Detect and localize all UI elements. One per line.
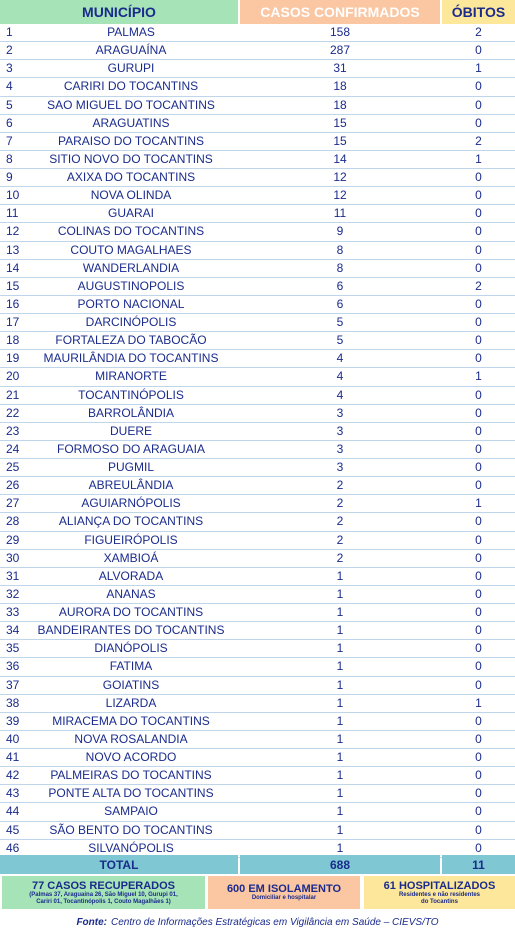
row-municipio: ABREULÂNDIA [88, 478, 174, 493]
row-municipio: BANDEIRANTES DO TOCANTINS [37, 623, 225, 638]
hospitalizados-title: 61 HOSPITALIZADOS [383, 879, 496, 892]
table-row [0, 97, 515, 115]
source-note [0, 911, 515, 933]
row-number: 43 [6, 786, 20, 801]
row-obitos: 0 [475, 224, 482, 239]
row-obitos: 0 [475, 586, 482, 601]
recuperados-box [2, 876, 205, 909]
row-municipio: NOVO ACORDO [85, 750, 177, 764]
row-obitos: 0 [475, 822, 482, 837]
row-number: 17 [6, 315, 20, 329]
row-number: 41 [6, 750, 20, 764]
row-obitos: 0 [475, 568, 482, 583]
row-obitos: 0 [475, 750, 482, 764]
table-row [0, 368, 515, 386]
table-row [0, 622, 515, 640]
table-row [0, 477, 515, 495]
row-casos: 4 [336, 387, 344, 402]
row-municipio: XAMBIOÁ [103, 550, 159, 565]
row-number: 3 [6, 61, 13, 76]
row-obitos: 0 [475, 441, 482, 456]
row-municipio: DUERE [109, 423, 152, 438]
row-number: 42 [6, 768, 20, 783]
table-body [0, 24, 515, 858]
row-casos: 12 [333, 170, 347, 184]
row-municipio: PARAISO DO TOCANTINS [57, 133, 205, 148]
row-municipio: FORMOSO DO ARAGUAIA [56, 441, 206, 456]
table-row [0, 350, 515, 368]
row-municipio: PALMAS [107, 25, 155, 39]
row-casos: 1 [336, 586, 344, 601]
row-obitos: 2 [475, 25, 482, 39]
row-number: 24 [6, 441, 20, 456]
table-row [0, 586, 515, 604]
row-casos: 5 [336, 315, 344, 329]
row-casos: 1 [336, 677, 344, 692]
row-casos: 3 [336, 423, 344, 438]
row-casos: 3 [336, 405, 344, 420]
row-number: 36 [6, 659, 20, 674]
row-municipio: GUARAI [107, 206, 154, 221]
row-municipio: DARCINÓPOLIS [85, 315, 177, 329]
row-municipio: ALIANÇA DO TOCANTINS [58, 514, 204, 529]
row-municipio: AUGUSTINOPOLIS [77, 278, 185, 293]
row-number: 6 [6, 115, 13, 130]
row-obitos: 0 [475, 387, 482, 402]
row-casos: 9 [336, 224, 344, 239]
row-obitos: 0 [475, 423, 482, 438]
table-row [0, 42, 515, 60]
row-obitos: 1 [475, 369, 482, 384]
hospitalizados-box [364, 876, 515, 909]
table-row [0, 749, 515, 767]
row-obitos: 0 [475, 242, 482, 257]
row-casos: 1 [336, 713, 344, 728]
row-obitos: 0 [475, 460, 482, 474]
row-municipio: AGUIARNÓPOLIS [81, 496, 181, 511]
row-casos: 18 [333, 97, 347, 112]
row-casos: 1 [336, 695, 344, 710]
table-row [0, 785, 515, 803]
row-number: 1 [6, 25, 13, 39]
row-obitos: 0 [475, 532, 482, 547]
row-casos: 11 [333, 206, 347, 221]
row-obitos: 0 [475, 514, 482, 529]
row-number: 39 [6, 713, 20, 728]
table-row [0, 731, 515, 749]
row-obitos: 0 [475, 713, 482, 728]
row-number: 22 [6, 405, 20, 420]
table-row [0, 133, 515, 151]
row-obitos: 0 [475, 731, 482, 746]
table-row [0, 205, 515, 223]
row-number: 21 [6, 387, 20, 402]
row-municipio: FORTALEZA DO TABOCÃO [55, 333, 207, 348]
row-number: 18 [6, 333, 20, 348]
row-municipio: FATIMA [109, 659, 153, 674]
table-row [0, 387, 515, 405]
row-municipio: COUTO MAGALHAES [70, 242, 192, 257]
table-row [0, 822, 515, 840]
source-label: Fonte: [76, 916, 107, 928]
summary-boxes [0, 876, 515, 911]
table-row [0, 278, 515, 296]
table-row [0, 550, 515, 568]
table-row [0, 260, 515, 278]
row-number: 16 [6, 296, 20, 311]
row-casos: 18 [333, 79, 347, 94]
row-casos: 158 [329, 25, 351, 39]
row-casos: 4 [336, 369, 344, 384]
row-obitos: 0 [475, 97, 482, 112]
row-municipio: CARIRI DO TOCANTINS [63, 79, 199, 94]
total-obitos: 11 [442, 855, 515, 874]
table-row [0, 532, 515, 550]
header-obitos: ÓBITOS [442, 0, 515, 24]
isolamento-title: 600 EM ISOLAMENTO [226, 883, 342, 895]
row-obitos: 0 [475, 170, 482, 184]
table-row [0, 151, 515, 169]
row-obitos: 0 [475, 550, 482, 565]
table-row [0, 495, 515, 513]
row-municipio: MIRACEMA DO TOCANTINS [52, 713, 210, 728]
row-number: 11 [6, 206, 19, 221]
row-casos: 3 [336, 441, 344, 456]
row-municipio: MAURILÂNDIA DO TOCANTINS [43, 351, 219, 366]
table-row [0, 513, 515, 531]
total-row [0, 855, 515, 874]
row-number: 34 [6, 623, 20, 638]
header-municipio: MUNICÍPIO [0, 0, 238, 24]
row-casos: 1 [336, 750, 344, 764]
recuperados-detail-2: Cariri 01, Tocantinópolis 1, Couto Magalhães 1) [36, 898, 171, 905]
row-casos: 1 [336, 822, 344, 837]
row-municipio: ALVORADA [98, 568, 164, 583]
row-obitos: 0 [475, 659, 482, 674]
row-obitos: 0 [475, 43, 482, 58]
row-municipio: SILVANÓPOLIS [88, 840, 174, 855]
row-casos: 6 [336, 278, 344, 293]
row-casos: 8 [336, 260, 344, 275]
row-obitos: 0 [475, 804, 482, 819]
table-row [0, 296, 515, 314]
table-row [0, 803, 515, 821]
table-row [0, 604, 515, 622]
row-number: 32 [6, 586, 20, 601]
row-number: 15 [6, 278, 20, 293]
row-obitos: 0 [475, 260, 482, 275]
row-casos: 8 [336, 242, 344, 257]
table-row [0, 423, 515, 441]
table-row [0, 695, 515, 713]
row-casos: 12 [333, 188, 347, 203]
row-casos: 4 [336, 351, 344, 366]
table-row [0, 242, 515, 260]
row-obitos: 0 [475, 405, 482, 420]
recuperados-title: 77 CASOS RECUPERADOS [31, 879, 176, 892]
table-row [0, 713, 515, 731]
row-number: 8 [6, 151, 13, 166]
row-casos: 3 [336, 460, 344, 474]
row-casos: 5 [336, 333, 344, 348]
row-casos: 15 [333, 115, 347, 130]
row-number: 13 [6, 242, 20, 257]
row-casos: 1 [336, 659, 344, 674]
table-row [0, 405, 515, 423]
source-text: Centro de Informações Estratégicas em Vigilância em Saúde – CIEVS/TO [110, 916, 439, 928]
row-casos: 1 [336, 568, 344, 583]
row-number: 30 [6, 550, 20, 565]
table-row [0, 767, 515, 785]
row-municipio: AXIXA DO TOCANTINS [66, 170, 196, 184]
row-casos: 1 [336, 804, 344, 819]
row-number: 4 [6, 79, 13, 94]
table-row [0, 658, 515, 676]
row-casos: 1 [336, 840, 344, 855]
row-number: 23 [6, 423, 20, 438]
row-municipio: FIGUEIRÓPOLIS [84, 532, 178, 547]
row-municipio: COLINAS DO TOCANTINS [57, 224, 205, 239]
row-municipio: SÃO BENTO DO TOCANTINS [49, 822, 213, 837]
row-number: 27 [6, 496, 20, 511]
row-number: 29 [6, 532, 20, 547]
row-obitos: 0 [475, 296, 482, 311]
row-municipio: PONTE ALTA DO TOCANTINS [48, 786, 214, 801]
table-row [0, 441, 515, 459]
isolamento-detail: Domiciliar e hospitalar [251, 895, 317, 901]
hospitalizados-detail-1: Residentes e não residentes [398, 891, 481, 898]
row-municipio: NOVA OLINDA [90, 188, 172, 203]
table-row [0, 332, 515, 350]
row-casos: 6 [336, 296, 344, 311]
table-row [0, 223, 515, 241]
header-casos-confirmados: CASOS CONFIRMADOS [240, 0, 440, 24]
row-obitos: 2 [475, 133, 482, 148]
row-obitos: 0 [475, 786, 482, 801]
row-obitos: 0 [475, 605, 482, 619]
table-row [0, 187, 515, 205]
row-obitos: 0 [475, 351, 482, 366]
row-municipio: SAO MIGUEL DO TOCANTINS [47, 97, 215, 112]
table-row [0, 78, 515, 96]
isolamento-box [208, 876, 360, 909]
row-casos: 31 [333, 61, 347, 76]
row-number: 5 [6, 97, 13, 112]
row-casos: 1 [336, 605, 344, 619]
row-municipio: PALMEIRAS DO TOCANTINS [50, 768, 212, 783]
row-number: 40 [6, 731, 20, 746]
row-number: 31 [6, 568, 20, 583]
row-number: 12 [6, 224, 20, 239]
row-casos: 15 [333, 133, 347, 148]
row-casos: 1 [336, 623, 344, 638]
row-casos: 1 [336, 641, 344, 656]
row-casos: 1 [336, 786, 344, 801]
table-row [0, 169, 515, 187]
row-number: 19 [6, 351, 20, 366]
row-obitos: 0 [475, 79, 482, 94]
table-row [0, 677, 515, 695]
row-municipio: TOCANTINÓPOLIS [78, 387, 184, 402]
row-casos: 2 [336, 550, 344, 565]
row-obitos: 1 [475, 496, 482, 511]
row-municipio: SAMPAIO [104, 804, 158, 819]
row-casos: 2 [336, 478, 344, 493]
row-number: 28 [6, 514, 20, 529]
row-number: 37 [6, 677, 20, 692]
row-municipio: ARAGUATINS [92, 115, 170, 130]
row-obitos: 0 [475, 115, 482, 130]
row-obitos: 0 [475, 206, 482, 221]
row-obitos: 2 [475, 278, 482, 293]
row-number: 7 [6, 133, 13, 148]
row-obitos: 0 [475, 315, 482, 329]
row-number: 33 [6, 605, 20, 619]
row-casos: 2 [336, 514, 344, 529]
row-number: 38 [6, 695, 20, 710]
row-casos: 14 [333, 151, 347, 166]
row-obitos: 0 [475, 840, 482, 855]
row-number: 46 [6, 840, 20, 855]
table-row [0, 459, 515, 477]
row-number: 10 [6, 188, 20, 203]
row-municipio: ARAGUAÍNA [95, 43, 167, 58]
row-municipio: PORTO NACIONAL [77, 296, 185, 311]
row-municipio: NOVA ROSALANDIA [74, 731, 188, 746]
row-obitos: 0 [475, 677, 482, 692]
total-casos: 688 [240, 855, 440, 874]
row-obitos: 0 [475, 478, 482, 493]
row-number: 14 [6, 260, 20, 275]
table-row [0, 640, 515, 658]
row-casos: 2 [336, 496, 344, 511]
row-number: 35 [6, 641, 20, 656]
row-municipio: SITIO NOVO DO TOCANTINS [49, 151, 213, 166]
row-obitos: 0 [475, 641, 482, 656]
row-number: 2 [6, 43, 13, 58]
row-municipio: GURUPI [107, 61, 155, 76]
row-municipio: GOIATINS [102, 677, 160, 692]
row-obitos: 1 [475, 695, 482, 710]
row-municipio: PUGMIL [107, 460, 154, 474]
row-casos: 287 [329, 43, 351, 58]
table-row [0, 60, 515, 78]
row-obitos: 0 [475, 623, 482, 638]
row-obitos: 1 [475, 151, 482, 166]
table-row [0, 24, 515, 42]
table-header [0, 0, 515, 24]
row-number: 20 [6, 369, 20, 384]
row-casos: 2 [336, 532, 344, 547]
row-municipio: LIZARDA [105, 695, 157, 710]
row-municipio: BARROLÂNDIA [87, 405, 175, 420]
row-number: 45 [6, 822, 20, 837]
row-obitos: 0 [475, 333, 482, 348]
row-municipio: MIRANORTE [95, 369, 167, 384]
row-number: 9 [6, 170, 13, 184]
row-municipio: AURORA DO TOCANTINS [58, 605, 204, 619]
row-obitos: 0 [475, 768, 482, 783]
row-number: 25 [6, 460, 20, 474]
recuperados-detail-1: (Palmas 37, Araguaína 26, São Miguel 10, Gurupi 01, [29, 891, 178, 898]
table-row [0, 314, 515, 332]
row-obitos: 1 [475, 61, 482, 76]
row-obitos: 0 [475, 188, 482, 203]
row-number: 26 [6, 478, 20, 493]
row-municipio: WANDERLANDIA [82, 260, 180, 275]
row-casos: 1 [336, 768, 344, 783]
table-row [0, 115, 515, 133]
hospitalizados-detail-2: do Tocantins [421, 898, 458, 905]
total-label: TOTAL [0, 855, 238, 874]
table-row [0, 568, 515, 586]
row-number: 44 [6, 804, 20, 819]
row-municipio: ANANAS [106, 586, 156, 601]
row-municipio: DIANÓPOLIS [94, 641, 168, 656]
row-casos: 1 [336, 731, 344, 746]
